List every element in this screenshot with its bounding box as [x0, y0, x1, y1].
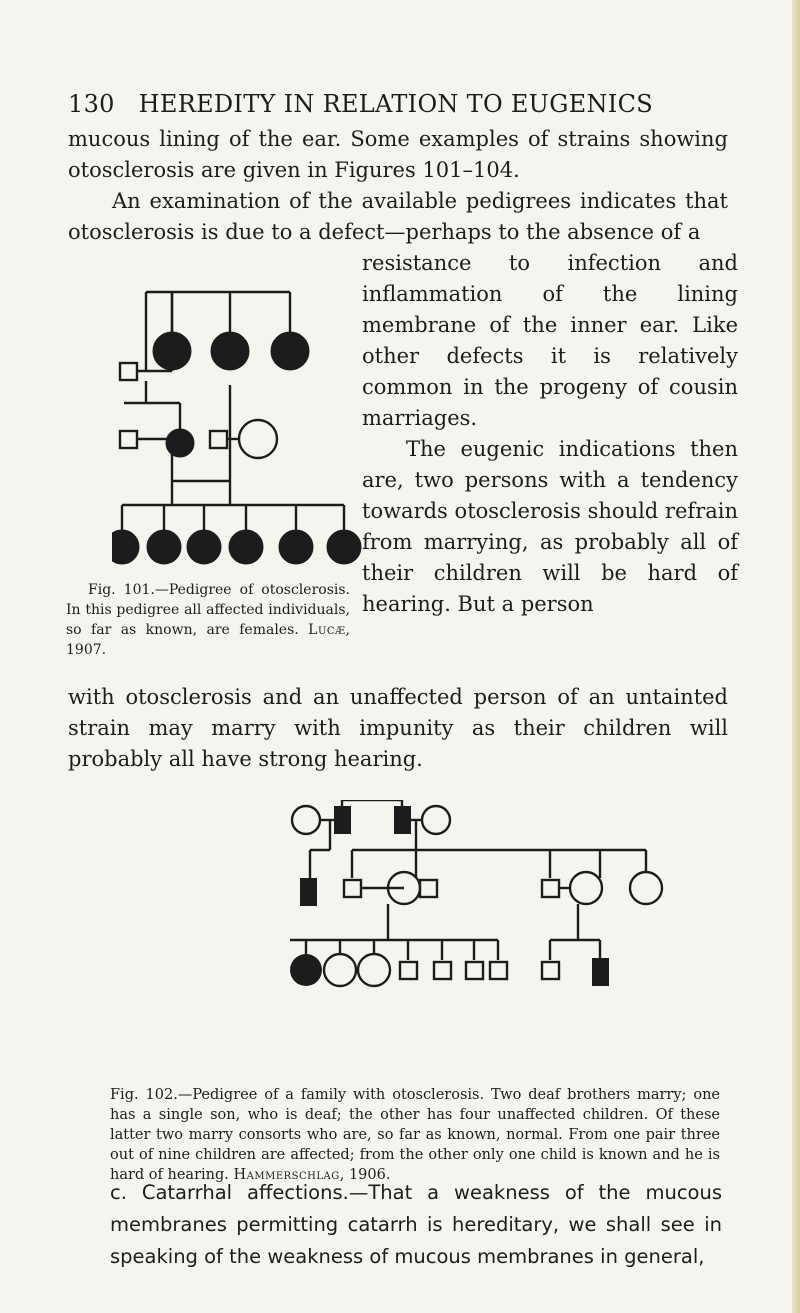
figure-102-text: —Pedigree of a family with otosclerosis. Two deaf brothers marry; one has a single son, who is deaf; the other has four unaffected children. Of these latter two marry consorts who are, so far as known, normal. From one pair three out of nine children are affected; from the other only one child is known and he is hard of hearing.: [110, 1087, 721, 1183]
pedigree-male-unaffected: [420, 880, 437, 897]
pedigree-male-unaffected: [490, 962, 507, 979]
page-edge: [792, 0, 800, 1313]
figure-102-caption: [110, 1085, 720, 1185]
pedigree-female-affected: [327, 530, 361, 564]
pedigree-male-affected: [334, 806, 351, 834]
pedigree-male-unaffected: [434, 962, 451, 979]
figure-101-label: Fig. 101.: [88, 582, 155, 598]
pedigree-male-affected: [394, 806, 411, 834]
figure-101-text: —Pedigree of otosclerosis. In this pedigree all affected individuals, so far as known, are females.: [66, 582, 350, 638]
pedigree-female-unaffected: [570, 872, 602, 904]
pedigree-male-unaffected: [542, 880, 559, 897]
paragraph-2-column: resistance to infection and inflammation of the lining membrane of the inner ear. Like other defects it is relatively common in the progeny of cousin marriages.: [362, 251, 738, 430]
pedigree-male-unaffected: [542, 962, 559, 979]
paragraph-2-lead: An examination of the available pedigrees indicates that otosclerosis is due to a defect—perhaps to the absence of a: [68, 189, 728, 244]
pedigree-male-unaffected: [120, 363, 137, 380]
figure-101-author: Lucæ: [308, 622, 346, 638]
figure-102-label: Fig. 102.: [110, 1087, 178, 1103]
figure-101-year: , 1907.: [66, 622, 350, 658]
pedigree-female-affected: [211, 332, 249, 370]
pedigree-female-unaffected: [239, 420, 277, 458]
pedigree-male-unaffected: [344, 880, 361, 897]
pedigree-female-unaffected: [324, 954, 356, 986]
figure-101-pedigree: [112, 285, 362, 575]
pedigree-female-affected: [147, 530, 181, 564]
paragraph-3-continuation: with otosclerosis and an unaffected person of an untainted strain may marry with impunity as their children will probably all have strong hearing.: [68, 685, 728, 771]
section-c-heading: c. Catarrhal affections.: [110, 1181, 349, 1204]
running-title: HEREDITY IN RELATION TO EUGENICS: [138, 90, 653, 118]
running-header: [68, 90, 728, 118]
pedigree-female-unaffected: [292, 806, 320, 834]
paragraph-3-column: The eugenic indications then are, two persons with a tendency towards otosclerosis should refrain from marrying, as probably all of their children will be hard of hearing. But a person: [362, 437, 738, 616]
pedigree-female-unaffected: [422, 806, 450, 834]
pedigree-female-unaffected: [630, 872, 662, 904]
pedigree-female-affected: [153, 332, 191, 370]
pedigree-female-affected: [112, 530, 139, 564]
pedigree-female-affected: [271, 332, 309, 370]
figure-101-caption: [66, 580, 350, 660]
section-c-paragraph: [110, 1177, 722, 1273]
pedigree-male-unaffected: [400, 962, 417, 979]
figure-102-pedigree: [290, 800, 740, 1080]
pedigree-female-affected: [290, 954, 322, 986]
paragraph-2-full-width: [68, 186, 728, 248]
pedigree-male-unaffected: [466, 962, 483, 979]
pedigree-female-affected: [166, 429, 194, 457]
pedigree-male-affected: [300, 878, 317, 906]
pedigree-male-unaffected: [210, 431, 227, 448]
pedigree-female-unaffected: [358, 954, 390, 986]
figure-102-year: , 1906.: [339, 1167, 391, 1183]
pedigree-female-affected: [229, 530, 263, 564]
pedigree-female-affected: [279, 530, 313, 564]
figure-102-author: Hammerschlag: [233, 1167, 340, 1183]
figure-101-caption-body: [66, 580, 350, 660]
paragraph-1: mucous lining of the ear. Some examples of strains showing otosclerosis are given in Figures 101–104.: [68, 127, 728, 182]
right-column-text: [362, 248, 738, 620]
page-number: 130: [68, 90, 115, 118]
pedigree-male-unaffected: [120, 431, 137, 448]
pedigree-female-affected: [187, 530, 221, 564]
pedigree-male-affected: [592, 958, 609, 986]
section-c-text: —That a weakness of the mucous membranes permitting catarrh is hereditary, we shall see in speaking of the weakness of mucous membranes in general,: [110, 1181, 722, 1268]
